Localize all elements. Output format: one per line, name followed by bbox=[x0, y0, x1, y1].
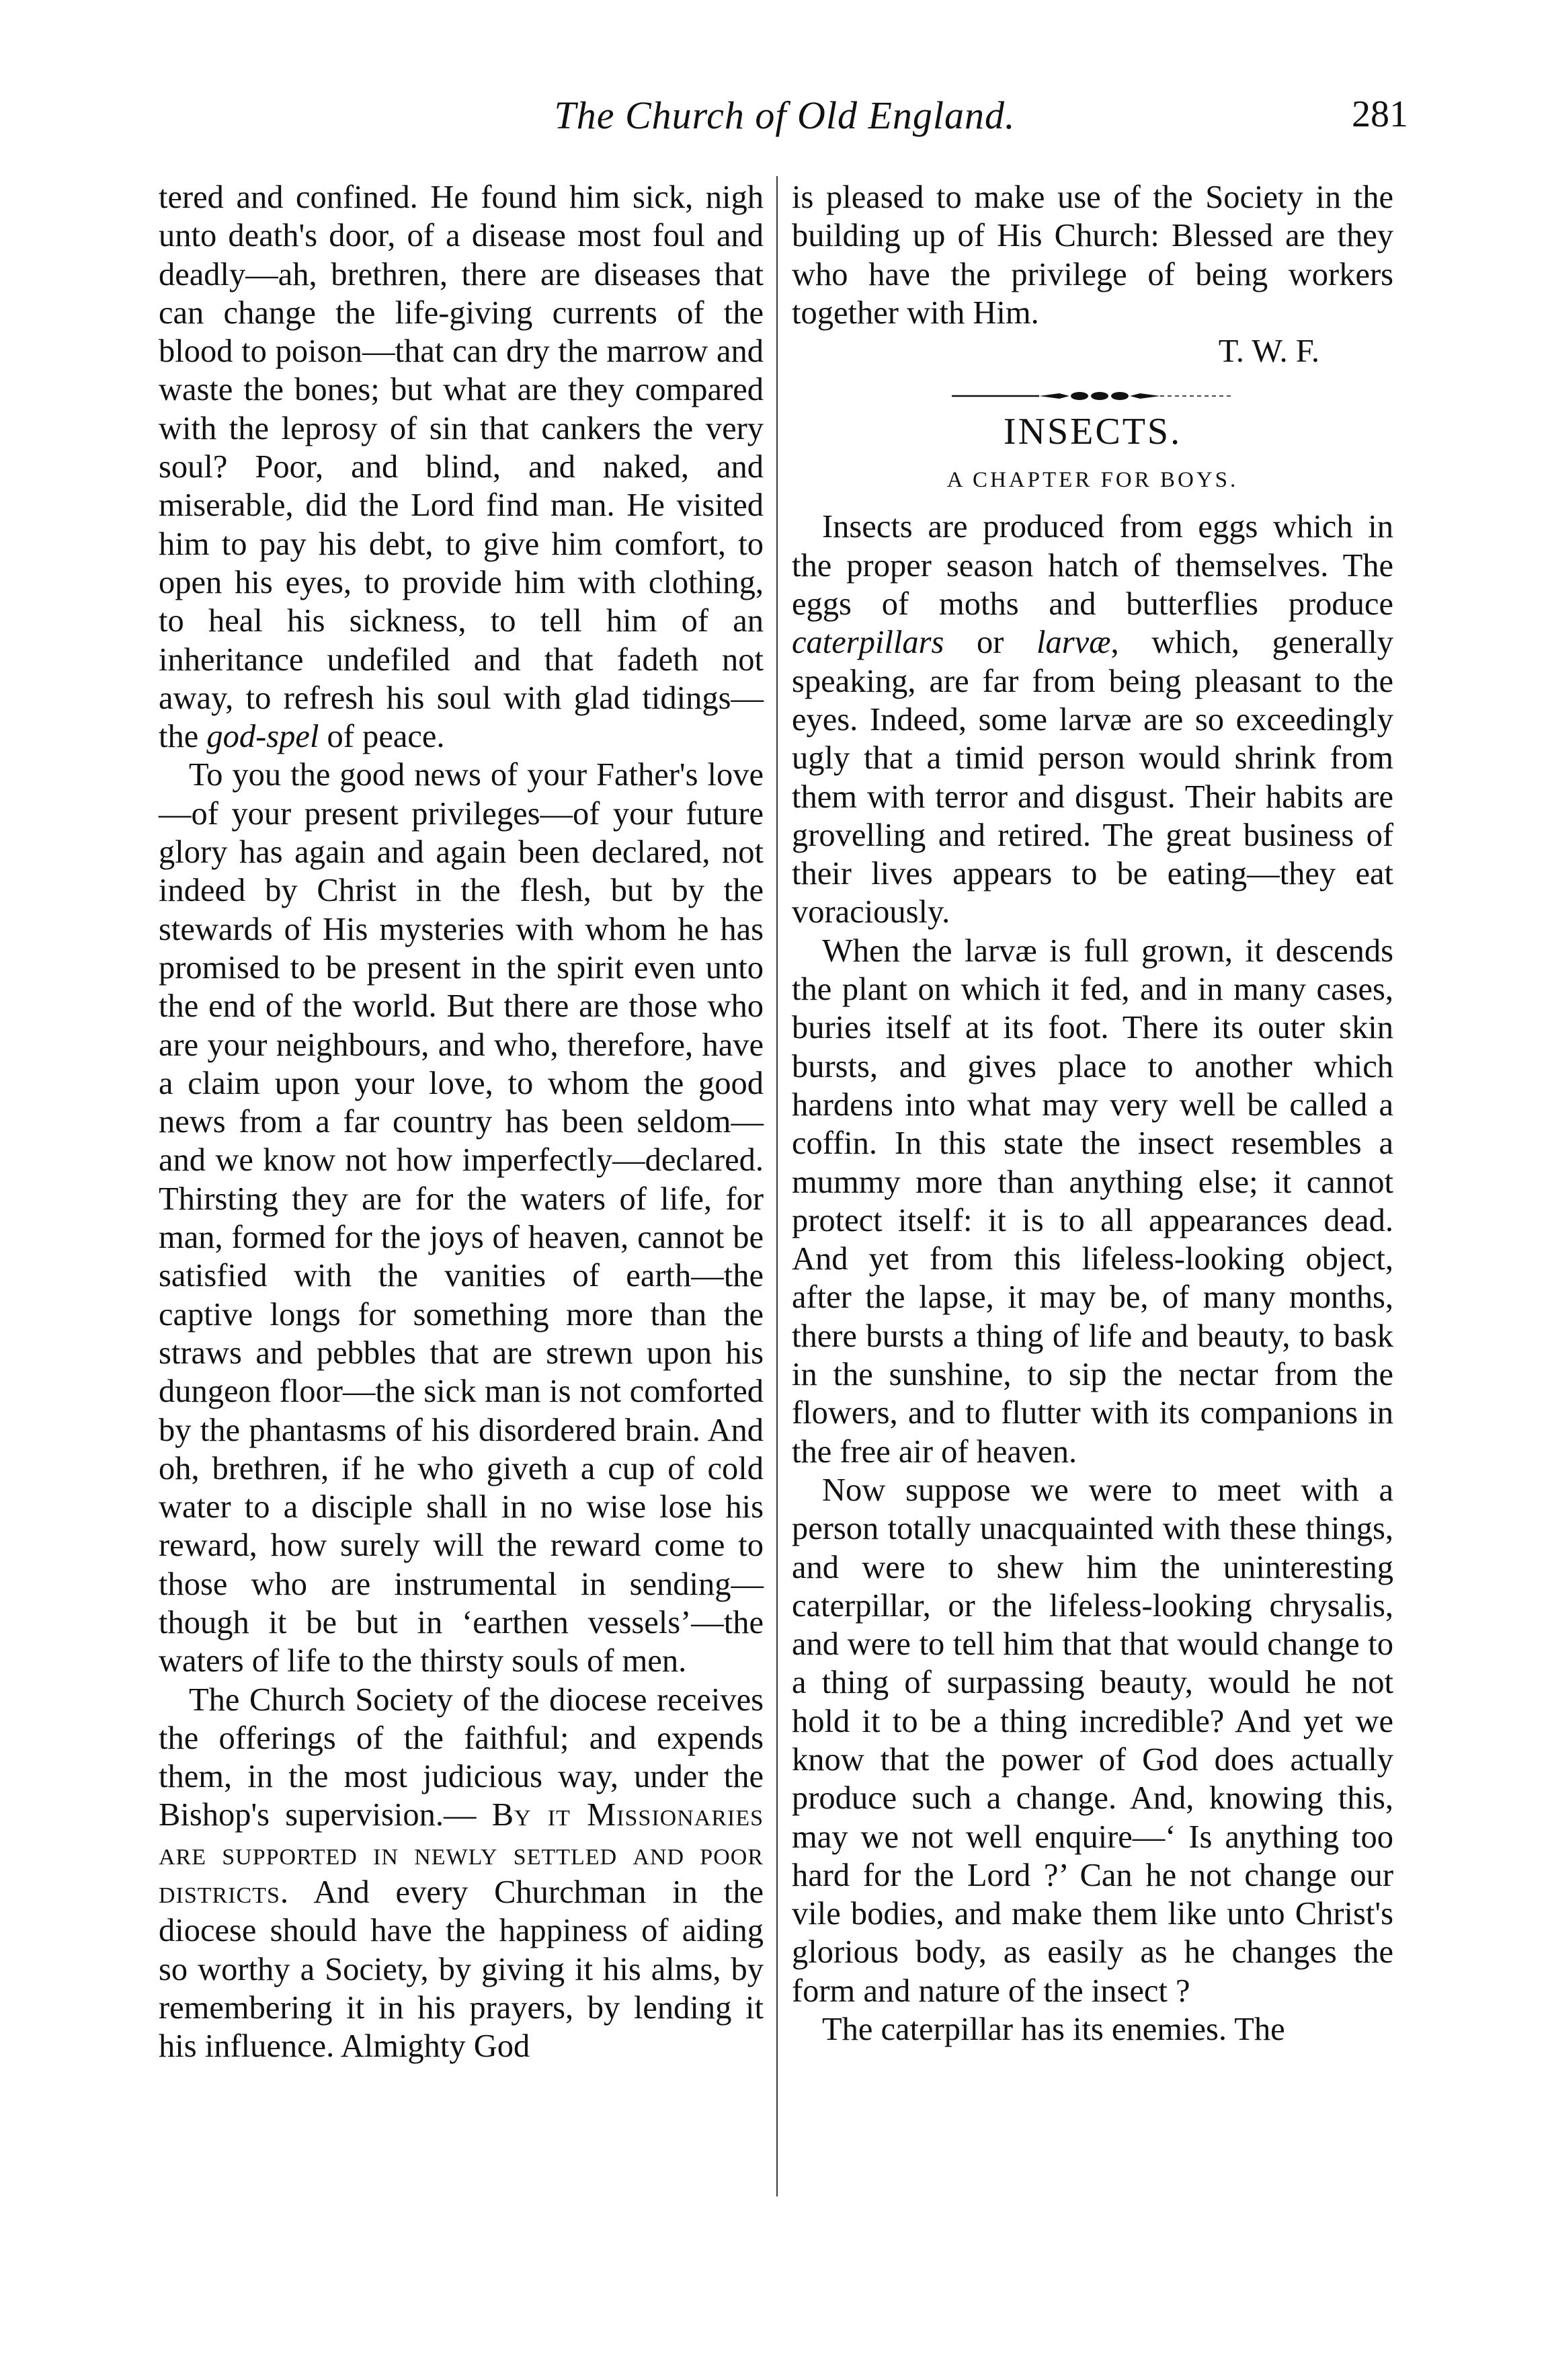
paragraph bbox=[159, 1681, 764, 2066]
paragraph bbox=[792, 508, 1393, 931]
paragraph: Now suppose we were to meet with a person totally unacquainted with these things, and were to shew him the uninteresting caterpillar, or the lifeless-looking chrysalis, and were to tell him that that would change to a thing of surpassing beauty, would he not hold it to be a thing incredible? And yet we know that the power of God does actually produce such a change. And, knowing this, may we not well enquire—‘ Is anything too hard for the Lord ?’ Can he not change our vile bodies, and make them like unto Christ's glorious body, as easily as he changes the form and nature of the insect ? bbox=[792, 1472, 1393, 2009]
paragraph: To you the good news of your Father's love—of your present privileges—of your future glory has again and again been declared, not indeed by Christ in the flesh, but by the stewards of His mysteries with whom he has promised to be present in the spirit even unto the end of the world. But there are those who are your neighbours, and who, therefore, have a claim upon your love, to whom the good news from a far country has been seldom—and we know not how imperfectly—declared. Thirsting they are for the waters of life, for man, formed for the joys of heaven, cannot be satisfied with the vanities of earth—the captive longs for something more than the straws and pebbles that are strewn upon his dungeon floor—the sick man is not comforted by the phantasms of his disordered brain. And oh, brethren, if he who giveth a cup of cold water to a disciple shall in no wise lose his reward, how surely will the reward come to those who are instrumental in sending—though it be but in ‘earthen vessels’—the waters of life to the thirsty souls of men. bbox=[159, 757, 764, 1679]
italic-term: god-spel bbox=[206, 719, 319, 755]
left-column bbox=[159, 178, 764, 2066]
paragraph: is pleased to make use of the Society in the building up of His Church: Blessed are they who have the privilege of being workers together with Him. bbox=[792, 180, 1393, 331]
smallcaps-emphasis: By it Missionaries are supported in newly settled and poor districts. bbox=[159, 1797, 764, 1911]
paragraph bbox=[159, 178, 764, 756]
running-head bbox=[161, 93, 1408, 153]
paragraph-text: The Church Society of the diocese receives the offerings of the faithful; and expends them, in the most judicious way, under the Bishop's supervision.— bbox=[159, 1681, 764, 1833]
paragraph-text: And every Churchman in the diocese should have the happiness of aiding so worthy a Society, by giving it his alms, by remembering it in his prayers, by lending it his influence. Almighty God bbox=[159, 1874, 764, 2065]
running-title: The Church of Old England. bbox=[554, 93, 1016, 137]
paragraph-text: of peace. bbox=[319, 719, 445, 755]
page-number: 281 bbox=[1352, 93, 1408, 135]
paragraph: When the larvæ is full grown, it descends the plant on which it fed, and in many cases, buries itself at its foot. There its outer skin bursts, and gives place to another which hardens into what may very well be called a coffin. In this state the insect resembles a mummy more than anything else; it cannot protect itself: it is to all appearances dead. And yet from this lifeless-looking object, after the lapse, it may be, of many months, there bursts a thing of life and beauty, to bask in the sunshine, to sip the nectar from the flowers, and to flutter with its companions in the free air of heaven. bbox=[792, 933, 1393, 1470]
right-column bbox=[792, 178, 1393, 2049]
paragraph: The caterpillar has its enemies. The bbox=[822, 2012, 1285, 2048]
section-title: INSECTS. bbox=[1003, 411, 1182, 453]
section-ornament bbox=[952, 389, 1234, 403]
paragraph-text: Insects are produced from eggs which in the proper season hatch of themselves. The eggs of moths and butterflies produce bbox=[792, 509, 1393, 623]
paragraph-text: , which, generally speaking, are far from being pleasant to the eyes. Indeed, some larvæ are so exceedingly ugly that a timid person would shrink from them with terror and disgust. Their habits are grovelling and retired. The great business of their lives appears to be eating—they eat voraciously. bbox=[792, 625, 1393, 930]
paragraph-text: tered and confined. He found him sick, nigh unto death's door, of a disease most foul and deadly—ah, brethren, there are diseases that can change the life-giving currents of the blood to poison—that can dry the marrow and waste the bones; but what are they compared with the leprosy of sin that cankers the very soul? Poor, and blind, and naked, and miserable, did the Lord find man. He visited him to pay his debt, to give him comfort, to open his eyes, to provide him with clothing, to heal his sickness, to tell him of an inheritance undefiled and that fadeth not away, to refresh his soul with glad tidings—the bbox=[159, 180, 764, 755]
column-divider bbox=[776, 176, 778, 2196]
italic-term: caterpillars bbox=[792, 625, 944, 661]
paragraph-text: or bbox=[944, 625, 1037, 661]
section-subtitle: A CHAPTER FOR BOYS. bbox=[946, 468, 1239, 493]
author-signature: T. W. F. bbox=[1218, 333, 1319, 370]
italic-term: larvæ bbox=[1036, 625, 1111, 661]
